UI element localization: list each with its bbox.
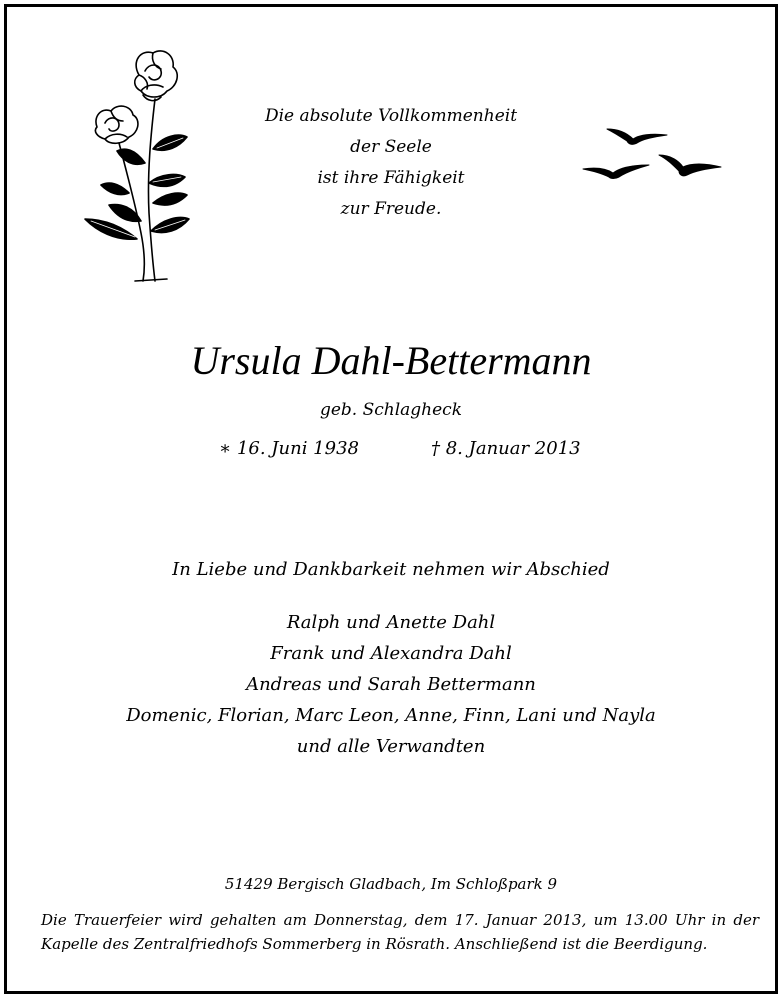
mourner-line: Domenic, Florian, Marc Leon, Anne, Finn, Lani und Nayla <box>126 705 656 726</box>
mourners-list <box>7 607 775 762</box>
obituary-notice <box>4 4 778 994</box>
mourner-line: Ralph und Anette Dahl <box>286 612 496 633</box>
deceased-name: Ursula Dahl-Bettermann <box>190 338 592 383</box>
mourner-line: Frank und Alexandra Dahl <box>270 643 512 664</box>
death-date: † 8. Januar 2013 <box>431 438 581 459</box>
life-dates <box>7 431 775 467</box>
quote <box>7 101 775 225</box>
quote-line: zur Freude. <box>340 199 442 219</box>
quote-line: Die absolute Vollkommenheit <box>264 106 518 126</box>
farewell-line: In Liebe und Dankbarkeit nehmen wir Abschied <box>172 559 610 580</box>
quote-line: der Seele <box>350 137 432 157</box>
quote-line: ist ihre Fähigkeit <box>317 168 465 188</box>
mourner-line: Andreas und Sarah Bettermann <box>246 674 536 695</box>
birth-date: ∗ 16. Juni 1938 <box>219 438 359 459</box>
maiden-name: geb. Schlagheck <box>319 400 463 420</box>
ceremony-details: Die Trauerfeier wird gehalten am Donnerstag, dem 17. Januar 2013, um 13.00 Uhr in der Kapelle des Zentralfriedhofs Sommerberg in Rösrath. Anschließend ist die Beerdigung. <box>41 911 759 953</box>
family-address: 51429 Bergisch Gladbach, Im Schloßpark 9 <box>224 875 558 893</box>
mourner-line: und alle Verwandten <box>296 736 486 757</box>
